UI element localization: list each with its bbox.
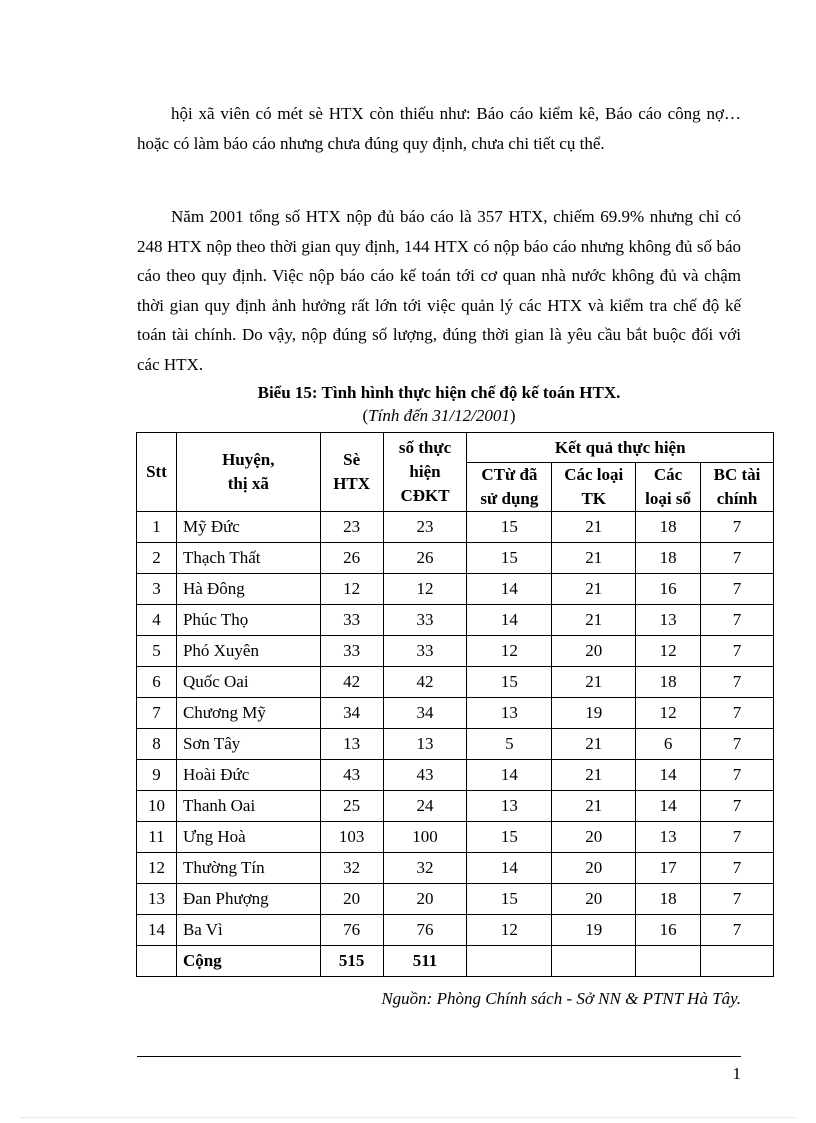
cell-cdkt: 23 <box>383 512 467 543</box>
header-bc: BC tài chính <box>701 463 774 512</box>
table-row <box>137 605 774 636</box>
source-note: Nguồn: Phòng Chính sách - Sở NN & PTNT Hà Tây. <box>381 989 741 1008</box>
cell-ct: 12 <box>467 915 552 946</box>
table-row <box>137 791 774 822</box>
cell-so: 16 <box>636 574 701 605</box>
cell-ct: 13 <box>467 698 552 729</box>
cell-ct: 12 <box>467 636 552 667</box>
paragraph-1: hội xã viên có mét sè HTX còn thiếu như: Báo cáo kiểm kê, Báo cáo công nợ…hoặc có làm báo cáo nhưng chưa đúng quy định, chưa chi tiết cụ thể. <box>137 104 741 153</box>
cell-htx: 20 <box>320 884 383 915</box>
cell-tk: 21 <box>552 791 636 822</box>
cell-name: Phúc Thọ <box>176 605 320 636</box>
table-subcaption: (Tính đến 31/12/2001) <box>362 406 516 425</box>
header-district: Huyện, thị xã <box>176 433 320 512</box>
cell-ct: 14 <box>467 605 552 636</box>
cell-stt: 9 <box>137 760 177 791</box>
cell-htx: 13 <box>320 729 383 760</box>
cell-htx: 25 <box>320 791 383 822</box>
cell-ct: 15 <box>467 512 552 543</box>
cell-bc: 7 <box>701 760 774 791</box>
cell-ct: 15 <box>467 543 552 574</box>
total-cell-7 <box>701 946 774 977</box>
header-tk: Các loại TK <box>552 463 636 512</box>
page-bottom-border <box>20 1117 796 1118</box>
cell-stt: 11 <box>137 822 177 853</box>
table-row <box>137 512 774 543</box>
cell-cdkt: 33 <box>383 605 467 636</box>
total-row <box>137 946 774 977</box>
cell-name: Thường Tín <box>176 853 320 884</box>
cell-tk: 21 <box>552 760 636 791</box>
cell-tk: 21 <box>552 729 636 760</box>
cell-cdkt: 34 <box>383 698 467 729</box>
cell-so: 14 <box>636 791 701 822</box>
cell-so: 6 <box>636 729 701 760</box>
cell-so: 18 <box>636 543 701 574</box>
cell-bc: 7 <box>701 791 774 822</box>
header-so: Các loại sổ <box>636 463 701 512</box>
table-row <box>137 915 774 946</box>
cell-stt: 6 <box>137 667 177 698</box>
cell-stt: 1 <box>137 512 177 543</box>
footer-rule <box>137 1056 741 1057</box>
cell-ct: 15 <box>467 667 552 698</box>
cell-tk: 19 <box>552 915 636 946</box>
cell-stt: 10 <box>137 791 177 822</box>
cell-name: Ba Vì <box>176 915 320 946</box>
header-htx: Sè HTX <box>320 433 383 512</box>
table-caption: Biểu 15: Tình hình thực hiện chế độ kế toán HTX. <box>257 383 621 402</box>
cell-stt: 12 <box>137 853 177 884</box>
total-cell-1: Cộng <box>176 946 320 977</box>
cell-stt: 4 <box>137 605 177 636</box>
cell-bc: 7 <box>701 543 774 574</box>
cell-stt: 13 <box>137 884 177 915</box>
cell-name: Hoài Đức <box>176 760 320 791</box>
total-cell-4 <box>467 946 552 977</box>
table-row <box>137 574 774 605</box>
cell-so: 13 <box>636 822 701 853</box>
cell-stt: 8 <box>137 729 177 760</box>
cell-cdkt: 76 <box>383 915 467 946</box>
cell-name: Hà Đông <box>176 574 320 605</box>
cell-tk: 19 <box>552 698 636 729</box>
cell-tk: 20 <box>552 636 636 667</box>
header-result-group: Kết quả thực hiện <box>467 433 774 463</box>
cell-name: Ưng Hoà <box>176 822 320 853</box>
table-row <box>137 543 774 574</box>
cell-htx: 23 <box>320 512 383 543</box>
cell-ct: 14 <box>467 574 552 605</box>
cell-stt: 14 <box>137 915 177 946</box>
cell-htx: 42 <box>320 667 383 698</box>
cell-htx: 33 <box>320 636 383 667</box>
cell-bc: 7 <box>701 729 774 760</box>
header-cdkt: số thực hiện CĐKT <box>383 433 467 512</box>
cell-tk: 20 <box>552 822 636 853</box>
cell-tk: 21 <box>552 543 636 574</box>
table-row <box>137 822 774 853</box>
table-row <box>137 729 774 760</box>
cell-so: 18 <box>636 667 701 698</box>
cell-so: 14 <box>636 760 701 791</box>
total-cell-6 <box>636 946 701 977</box>
cell-stt: 5 <box>137 636 177 667</box>
cell-stt: 2 <box>137 543 177 574</box>
cell-so: 12 <box>636 698 701 729</box>
cell-ct: 14 <box>467 760 552 791</box>
cell-htx: 32 <box>320 853 383 884</box>
total-cell-5 <box>552 946 636 977</box>
cell-so: 17 <box>636 853 701 884</box>
cell-cdkt: 13 <box>383 729 467 760</box>
paragraph-2: Năm 2001 tổng số HTX nộp đủ báo cáo là 357 HTX, chiếm 69.9% nhưng chỉ có 248 HTX nộp theo thời gian quy định, 144 HTX có nộp báo cáo nhưng không đủ số báo cáo theo quy định. Việc nộp báo cáo kế toán tới cơ quan nhà nước không đủ và chậm thời gian quy định ảnh hưởng rất lớn tới việc quản lý các HTX và kiểm tra chế độ kế toán tài chính. Do vậy, nộp đúng số lượng, đúng thời gian là yêu cầu bắt buộc đối với các HTX. <box>137 207 741 374</box>
cell-ct: 14 <box>467 853 552 884</box>
cell-name: Sơn Tây <box>176 729 320 760</box>
cell-name: Thạch Thất <box>176 543 320 574</box>
cell-name: Chương Mỹ <box>176 698 320 729</box>
cell-so: 12 <box>636 636 701 667</box>
header-ct: CTừ đã sử dụng <box>467 463 552 512</box>
cell-stt: 3 <box>137 574 177 605</box>
cell-htx: 26 <box>320 543 383 574</box>
table-row <box>137 636 774 667</box>
cell-htx: 76 <box>320 915 383 946</box>
cell-name: Phó Xuyên <box>176 636 320 667</box>
cell-so: 16 <box>636 915 701 946</box>
cell-cdkt: 100 <box>383 822 467 853</box>
cell-htx: 12 <box>320 574 383 605</box>
cell-so: 13 <box>636 605 701 636</box>
table-row <box>137 853 774 884</box>
cell-htx: 103 <box>320 822 383 853</box>
cell-so: 18 <box>636 884 701 915</box>
header-stt: Stt <box>137 433 177 512</box>
cell-cdkt: 43 <box>383 760 467 791</box>
cell-bc: 7 <box>701 915 774 946</box>
cell-tk: 21 <box>552 667 636 698</box>
cell-bc: 7 <box>701 667 774 698</box>
cell-htx: 43 <box>320 760 383 791</box>
cell-ct: 13 <box>467 791 552 822</box>
total-cell-0 <box>137 946 177 977</box>
cell-cdkt: 32 <box>383 853 467 884</box>
cell-so: 18 <box>636 512 701 543</box>
cell-tk: 21 <box>552 605 636 636</box>
accounting-table <box>136 432 774 977</box>
cell-stt: 7 <box>137 698 177 729</box>
table-row <box>137 667 774 698</box>
table-row <box>137 884 774 915</box>
cell-tk: 21 <box>552 574 636 605</box>
cell-name: Mỹ Đức <box>176 512 320 543</box>
cell-cdkt: 24 <box>383 791 467 822</box>
cell-bc: 7 <box>701 698 774 729</box>
table-row <box>137 760 774 791</box>
cell-cdkt: 12 <box>383 574 467 605</box>
total-cell-3: 511 <box>383 946 467 977</box>
cell-tk: 20 <box>552 853 636 884</box>
cell-bc: 7 <box>701 574 774 605</box>
cell-ct: 5 <box>467 729 552 760</box>
cell-ct: 15 <box>467 822 552 853</box>
cell-cdkt: 26 <box>383 543 467 574</box>
total-cell-2: 515 <box>320 946 383 977</box>
cell-name: Thanh Oai <box>176 791 320 822</box>
cell-bc: 7 <box>701 822 774 853</box>
cell-tk: 21 <box>552 512 636 543</box>
cell-cdkt: 20 <box>383 884 467 915</box>
cell-cdkt: 33 <box>383 636 467 667</box>
cell-bc: 7 <box>701 512 774 543</box>
table-row <box>137 698 774 729</box>
cell-ct: 15 <box>467 884 552 915</box>
page-number: 1 <box>732 1064 741 1083</box>
cell-htx: 33 <box>320 605 383 636</box>
cell-name: Đan Phượng <box>176 884 320 915</box>
cell-bc: 7 <box>701 605 774 636</box>
cell-bc: 7 <box>701 884 774 915</box>
cell-tk: 20 <box>552 884 636 915</box>
cell-htx: 34 <box>320 698 383 729</box>
cell-name: Quốc Oai <box>176 667 320 698</box>
cell-bc: 7 <box>701 853 774 884</box>
cell-bc: 7 <box>701 636 774 667</box>
cell-cdkt: 42 <box>383 667 467 698</box>
